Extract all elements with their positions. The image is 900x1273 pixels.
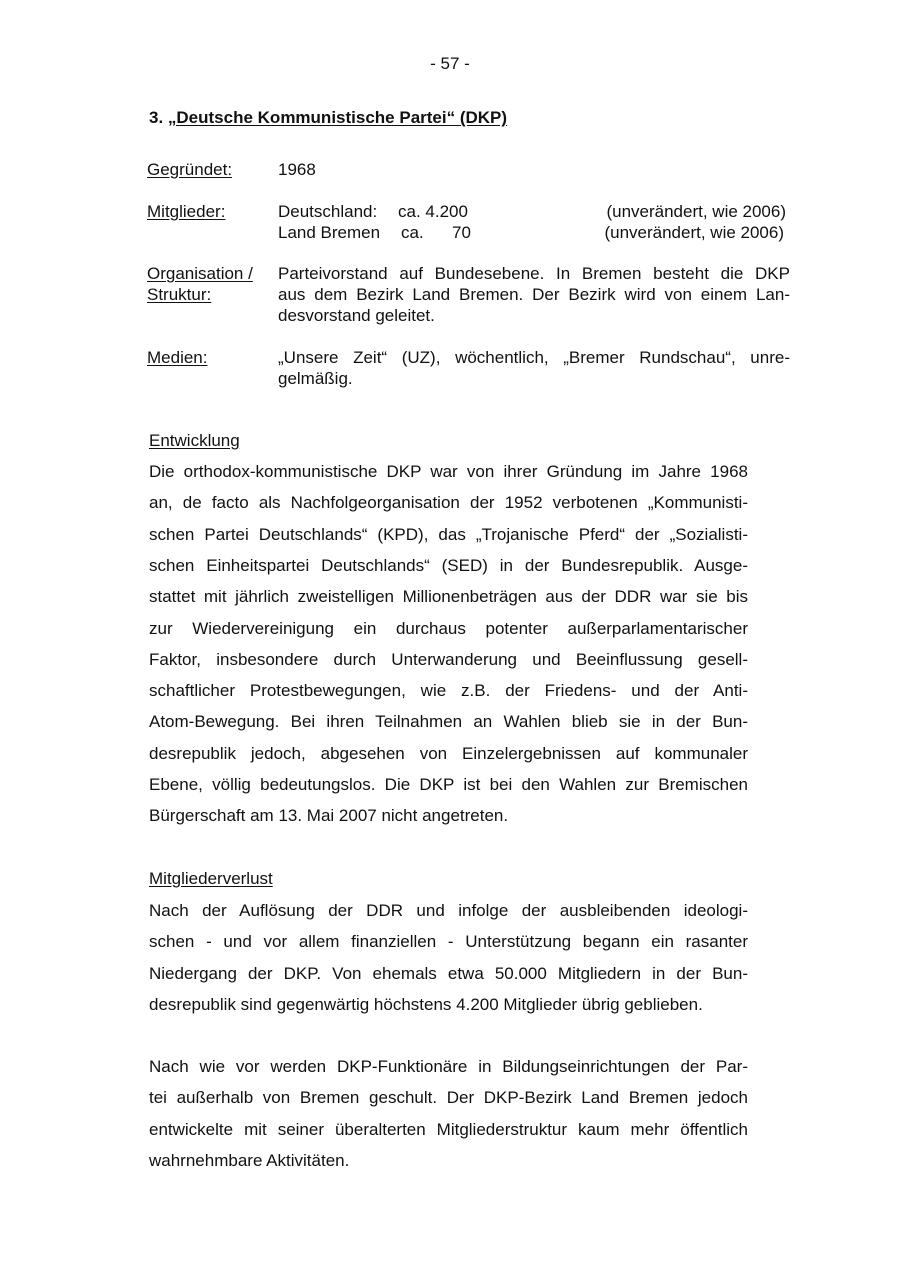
members-note-1: (unverändert, wie 2006) (606, 202, 786, 221)
members-note-2: (unverändert, wie 2006) (604, 223, 784, 242)
media-line: gelmäßig. (278, 369, 353, 388)
paragraph-line: desrepublik sind gegenwärtig höchstens 4.200 Mitglieder übrig geblieben. (149, 994, 703, 1014)
org-line: Parteivorstand auf Bundesebene. In Bremen besteht die DKP (278, 264, 790, 283)
paragraph-line: Niedergang der DKP. Von ehemals etwa 50.000 Mitgliedern in der Bun- (149, 963, 748, 983)
members-count-2: ca. 70 (401, 223, 471, 242)
paragraph-line: Faktor, insbesondere durch Unterwanderung und Beeinflussung gesell- (149, 649, 748, 669)
paragraph-line: schaftlicher Protestbewegungen, wie z.B. der Friedens- und der Anti- (149, 681, 748, 701)
founded-value: 1968 (278, 160, 316, 179)
paragraph-line: Ebene, völlig bedeutungslos. Die DKP ist bei den Wahlen zur Bremischen (149, 775, 748, 794)
paragraph-line: entwickelte mit seiner überalterten Mitgliederstruktur kaum mehr öffentlich (149, 1119, 748, 1139)
members-region-1: Deutschland: (278, 202, 378, 221)
media-label: Medien: (147, 348, 208, 367)
structure-label: Struktur: (147, 285, 212, 304)
page-number: - 57 - (430, 54, 470, 73)
paragraph-line: zur Wiedervereinigung ein durchaus potenter außerparlamentarischer (149, 618, 748, 638)
media-line: „Unsere Zeit“ (UZ), wöchentlich, „Bremer Rundschau“, unre- (278, 348, 790, 367)
org-line: desvorstand geleitet. (278, 306, 435, 325)
section-number: 3. (149, 108, 168, 127)
paragraph-line: Nach wie vor werden DKP-Funktionäre in Bildungseinrichtungen der Par- (149, 1057, 748, 1076)
section-heading: Mitgliederverlust (149, 869, 273, 888)
paragraph-line: stattet mit jährlich zweistelligen Millionenbeträgen aus der DDR war sie bis (149, 587, 748, 607)
organisation-label: Organisation / (147, 264, 253, 283)
paragraph-line: Atom-Bewegung. Bei ihren Teilnahmen an Wahlen blieb sie in der Bun- (149, 712, 748, 732)
section-title (149, 108, 507, 128)
paragraph-line: desrepublik jedoch, abgesehen von Einzelergebnissen auf kommunaler (149, 743, 748, 763)
paragraph-line: wahrnehmbare Aktivitäten. (149, 1150, 350, 1170)
paragraph-line: an, de facto als Nachfolgeorganisation der 1952 verbotenen „Kommunisti- (149, 493, 748, 513)
section-title-text: „Deutsche Kommunistische Partei“ (DKP) (167, 108, 508, 127)
paragraph-line: schen Partei Deutschlands“ (KPD), das „Trojanische Pferd“ der „Sozialisti- (149, 524, 748, 544)
paragraph-line: Bürgerschaft am 13. Mai 2007 nicht angetreten. (149, 806, 509, 826)
members-label: Mitglieder: (147, 202, 226, 221)
paragraph-line: schen Einheitspartei Deutschlands“ (SED) in der Bundesrepublik. Ausge- (149, 555, 748, 575)
members-region-2: Land Bremen (278, 223, 381, 242)
paragraph-line: schen - und vor allem finanziellen - Unterstützung begann ein rasanter (149, 932, 748, 952)
founded-label: Gegründet: (147, 160, 233, 179)
members-count-1: ca. 4.200 (398, 202, 468, 221)
org-line: aus dem Bezirk Land Bremen. Der Bezirk wird von einem Lan- (278, 285, 790, 304)
section-heading: Entwicklung (149, 431, 240, 450)
paragraph-line: Nach der Auflösung der DDR und infolge der ausbleibenden ideologi- (149, 901, 748, 920)
paragraph-line: tei außerhalb von Bremen geschult. Der DKP-Bezirk Land Bremen jedoch (149, 1088, 748, 1108)
paragraph-line: Die orthodox-kommunistische DKP war von ihrer Gründung im Jahre 1968 (149, 462, 748, 481)
